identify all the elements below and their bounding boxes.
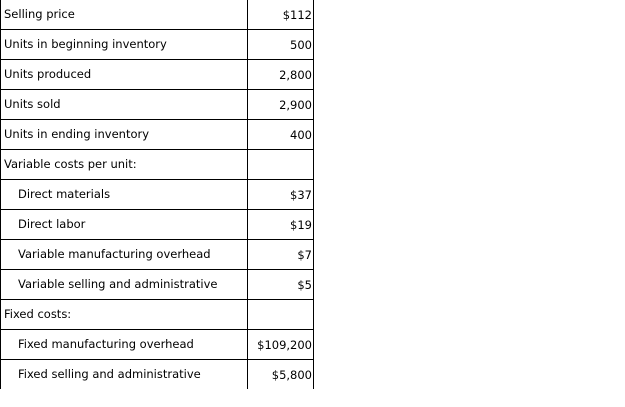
table-row	[1, 120, 314, 150]
row-label-units-ending-inventory: Units in ending inventory	[1, 120, 248, 150]
row-value-fixed-selling-administrative: $5,800	[248, 360, 314, 390]
table-row	[1, 30, 314, 60]
table-row	[1, 330, 314, 360]
row-label-fixed-manufacturing-overhead: Fixed manufacturing overhead	[1, 330, 248, 360]
table-row	[1, 360, 314, 390]
row-label-variable-selling-administrative: Variable selling and administrative	[1, 270, 248, 300]
row-label-units-sold: Units sold	[1, 90, 248, 120]
cost-data-sheet	[0, 0, 313, 389]
row-label-direct-labor: Direct labor	[1, 210, 248, 240]
row-label-variable-manufacturing-overhead: Variable manufacturing overhead	[1, 240, 248, 270]
table-row	[1, 300, 314, 330]
section-heading-fixed-costs: Fixed costs:	[1, 300, 248, 330]
row-value-selling-price: $112	[248, 0, 314, 30]
row-value-empty	[248, 150, 314, 180]
row-value-direct-materials: $37	[248, 180, 314, 210]
row-value-fixed-manufacturing-overhead: $109,200	[248, 330, 314, 360]
table-row	[1, 180, 314, 210]
table-row	[1, 240, 314, 270]
cost-data-table	[0, 0, 314, 389]
row-value-empty	[248, 300, 314, 330]
table-row	[1, 90, 314, 120]
row-label-units-beginning-inventory: Units in beginning inventory	[1, 30, 248, 60]
table-row	[1, 270, 314, 300]
row-value-units-produced: 2,800	[248, 60, 314, 90]
table-row	[1, 60, 314, 90]
table-row	[1, 0, 314, 30]
row-label-fixed-selling-administrative: Fixed selling and administrative	[1, 360, 248, 390]
row-value-units-sold: 2,900	[248, 90, 314, 120]
row-label-selling-price: Selling price	[1, 0, 248, 30]
section-heading-variable-costs: Variable costs per unit:	[1, 150, 248, 180]
row-value-direct-labor: $19	[248, 210, 314, 240]
row-label-units-produced: Units produced	[1, 60, 248, 90]
table-row	[1, 150, 314, 180]
row-value-units-ending-inventory: 400	[248, 120, 314, 150]
row-label-direct-materials: Direct materials	[1, 180, 248, 210]
table-row	[1, 210, 314, 240]
row-value-units-beginning-inventory: 500	[248, 30, 314, 60]
row-value-variable-selling-administrative: $5	[248, 270, 314, 300]
row-value-variable-manufacturing-overhead: $7	[248, 240, 314, 270]
